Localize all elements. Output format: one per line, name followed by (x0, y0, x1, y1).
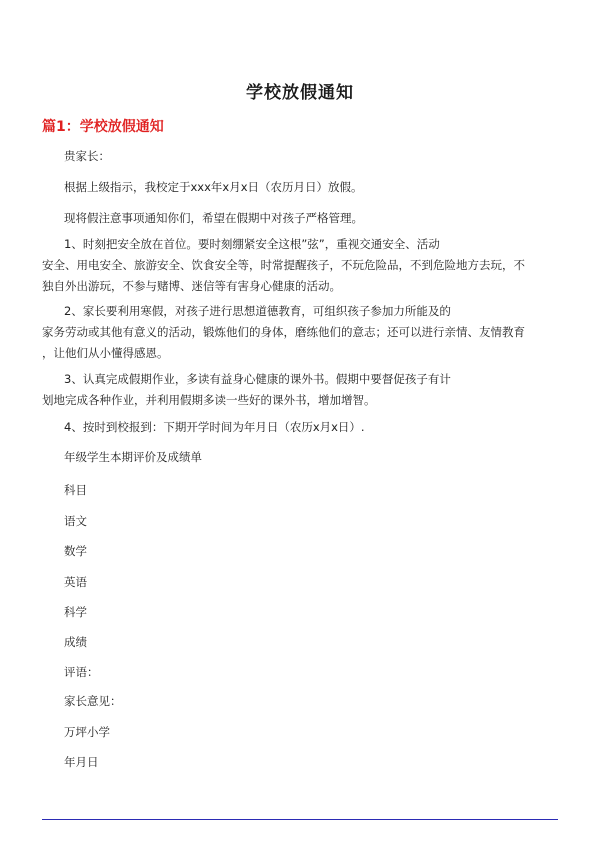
document-date: 年月日 (64, 755, 99, 769)
point-3-paragraph (42, 369, 562, 411)
report-title: 年级学生本期评价及成绩单 (64, 450, 202, 464)
intro-paragraph: 根据上级指示，我校定于xxx年x月x日（农历月日）放假。 (64, 180, 363, 194)
document-title: 学校放假通知 (246, 83, 354, 103)
point-2-paragraph (42, 301, 562, 364)
school-name: 万坪小学 (64, 725, 110, 739)
point-4-paragraph: 4、按时到校报到：下期开学时间为年月日（农历x月x日）. (64, 420, 365, 434)
point-1-paragraph (42, 234, 562, 297)
field-score: 成绩 (64, 635, 87, 649)
section-heading: 篇1：学校放假通知 (42, 119, 164, 135)
salutation: 贵家长： (64, 149, 110, 163)
point-2-line-2: 家务劳动或其他有意义的活动，锻炼他们的身体，磨练他们的意志；还可以进行亲情、友情教育 (42, 325, 525, 339)
notice-paragraph: 现将假注意事项通知你们，希望在假期中对孩子严格管理。 (64, 211, 363, 225)
point-1-line-2: 安全、用电安全、旅游安全、饮食安全等，时常提醒孩子，不玩危险品，不到危险地方去玩，不 (42, 258, 525, 272)
point-1-line-1: 1、时刻把安全放在首位。要时刻绷紧安全这根”弦”，重视交通安全、活动 (64, 237, 440, 251)
point-3-line-2: 划地完成各种作业，并利用假期多读一些好的课外书，增加增智。 (42, 393, 376, 407)
point-2-line-1: 2、家长要利用寒假，对孩子进行思想道德教育，可组织孩子参加力所能及的 (64, 304, 451, 318)
field-english: 英语 (64, 575, 87, 589)
field-subject: 科目 (64, 483, 87, 497)
field-parent-opinion: 家长意见： (64, 694, 122, 708)
field-chinese: 语文 (64, 514, 87, 528)
field-comment: 评语： (64, 665, 99, 679)
point-2-line-3: ，让他们从小懂得感恩。 (42, 346, 169, 360)
point-1-line-3: 独自外出游玩，不参与赌博、迷信等有害身心健康的活动。 (42, 279, 341, 293)
point-3-line-1: 3、认真完成假期作业，多读有益身心健康的课外书。假期中要督促孩子有计 (64, 372, 451, 386)
footer-divider (42, 819, 558, 820)
field-science: 科学 (64, 605, 87, 619)
field-math: 数学 (64, 544, 87, 558)
